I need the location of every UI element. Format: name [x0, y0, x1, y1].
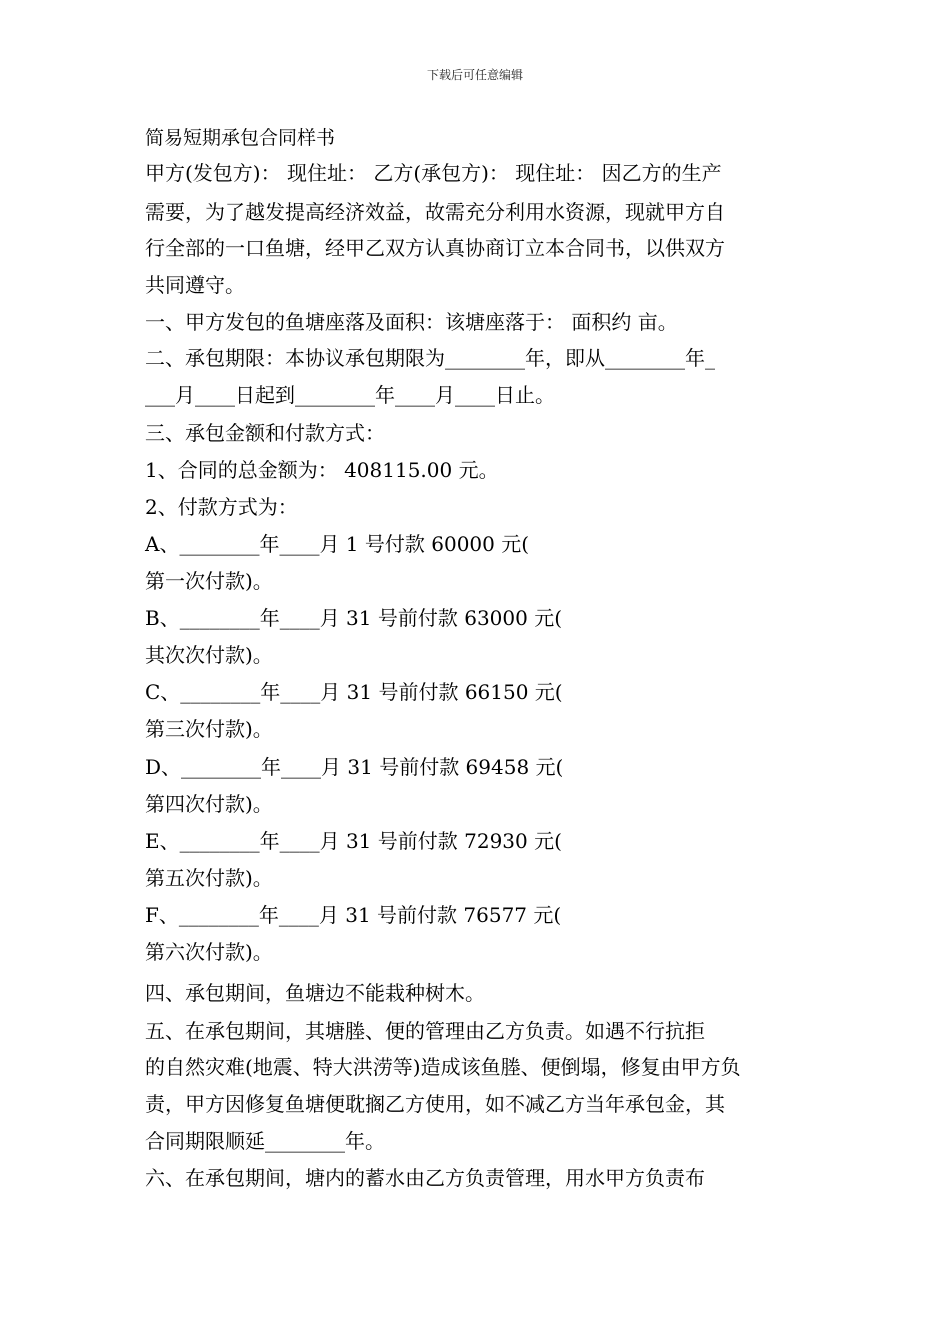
paragraph-line: 六、在承包期间，塘内的蓄水由乙方负责管理，用水甲方负责布 [145, 1166, 705, 1190]
payment-line: 其次次付款)。 [145, 643, 273, 667]
paragraph-line: 的自然灾难(地震、特大洪涝等)造成该鱼塍、便倒塌，修复由甲方负 [145, 1055, 741, 1079]
paragraph-line: 四、承包期间，鱼塘边不能栽种树木。 [145, 981, 485, 1005]
payment-line: 第六次付款)。 [145, 940, 273, 964]
paragraph-line: 需要，为了越发提高经济效益，故需充分利用水资源，现就甲方自 [145, 200, 725, 224]
payment-line: F、________年____月 31 号前付款 76577 元( [145, 903, 562, 927]
paragraph-line: 二、承包期限：本协议承包期限为________年，即从________年_ [145, 346, 715, 370]
payment-line: A、________年____月 1 号付款 60000 元( [145, 532, 530, 556]
page-header-note: 下载后可任意编辑 [426, 68, 523, 82]
paragraph-line: 合同期限顺延________年。 [145, 1129, 385, 1153]
paragraph-line: 行全部的一口鱼塘，经甲乙双方认真协商订立本合同书，以供双方 [145, 236, 725, 260]
paragraph-line: 三、承包金额和付款方式： [145, 421, 385, 445]
paragraph-line: 五、在承包期间，其塘塍、便的管理由乙方负责。如遇不行抗拒 [145, 1019, 705, 1043]
payment-line: 第五次付款)。 [145, 866, 273, 890]
paragraph-line: 责，甲方因修复鱼塘便耽搁乙方使用，如不减乙方当年承包金，其 [145, 1092, 725, 1116]
payment-line: 第三次付款)。 [145, 717, 273, 741]
payment-line: C、________年____月 31 号前付款 66150 元( [145, 680, 563, 704]
paragraph-line: 甲方(发包方)： 现住址： 乙方(承包方)： 现住址： 因乙方的生产 [145, 161, 722, 185]
document-title: 简易短期承包合同样书 [145, 127, 336, 149]
payment-line: E、________年____月 31 号前付款 72930 元( [145, 829, 562, 853]
payment-line: 第一次付款)。 [145, 569, 273, 593]
paragraph-line: 一、甲方发包的鱼塘座落及面积：该塘座落于： 面积约 亩。 [145, 310, 678, 334]
paragraph-line: 共同遵守。 [145, 273, 245, 297]
payment-line: D、________年____月 31 号前付款 69458 元( [145, 755, 564, 779]
payment-line: 第四次付款)。 [145, 792, 273, 816]
paragraph-line: ___月____日起到________年____月____日止。 [145, 383, 555, 407]
paragraph-line: 1、合同的总金额为： 408115.00 元。 [145, 458, 499, 482]
payment-line: B、________年____月 31 号前付款 63000 元( [145, 606, 563, 630]
paragraph-line: 2、付款方式为： [145, 495, 298, 519]
